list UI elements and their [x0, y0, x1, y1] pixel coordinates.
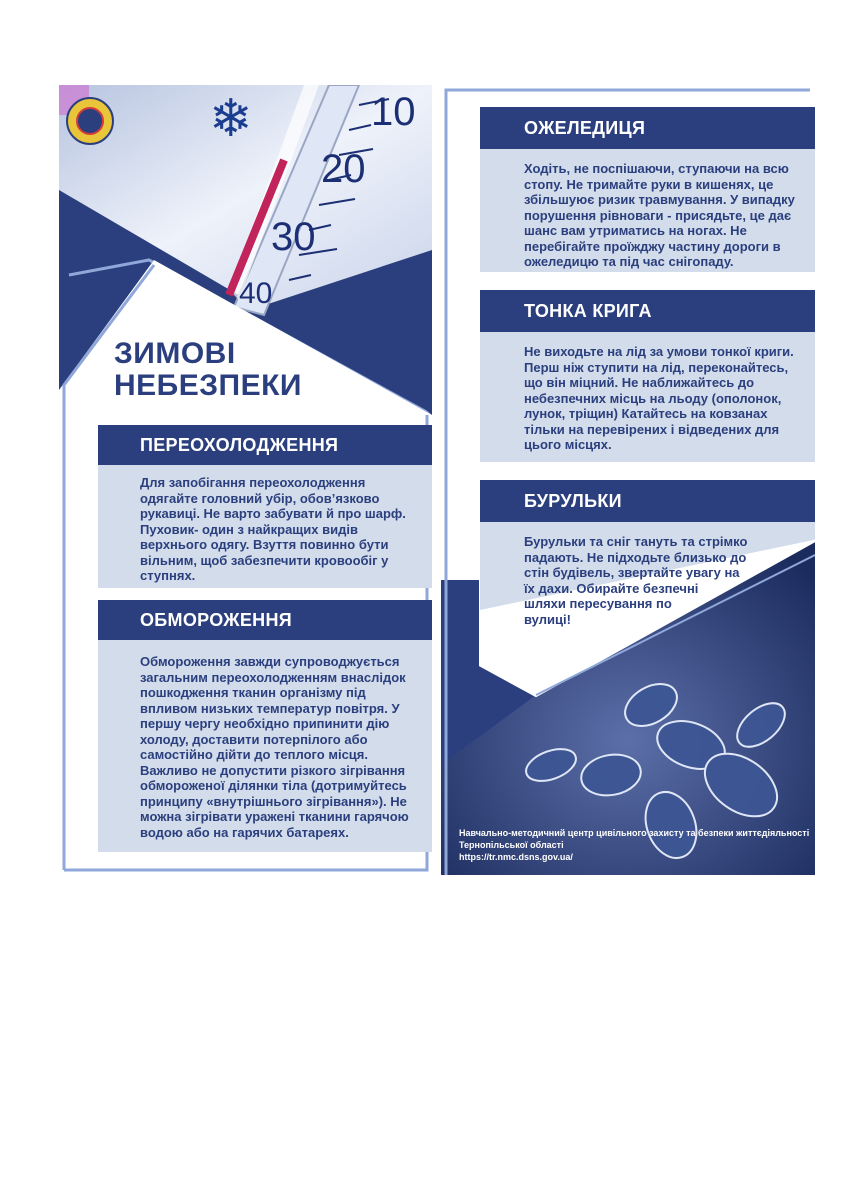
section-heading-frostbite: ОБМОРОЖЕННЯ	[98, 600, 432, 640]
section-text-frostbite: Обмороження завжди супроводжується загальним переохолодженням внаслідок пошкодження тканин організму під впливом низьких температур повітря. У першу чергу необхідно припинити дію холоду, доставити потерпілого або самостійно дійти до теплого місця. Важливо не допустити різкого зігрівання обмороженої ділянки тіла (дотримуйтесь принципу «внутрішнього зігрівання»). Не можна зігрівати уражені тканини гарячою водою або на гарячих батареях.	[98, 640, 432, 852]
section-text-thin-ice: Не виходьте на лід за умови тонкої криги. Перш ніж ступити на лід, переконайтесь, що він міцний. Не наближайтесь до небезпечних місць на льоду (ополонок, лунок, тріщин) Катайтесь на ковзанах тільки на перевірених і відведених для цього місцях.	[480, 332, 815, 462]
thermometer-number: 40	[239, 277, 273, 310]
thermometer-number: 30	[271, 215, 316, 259]
right-panel	[441, 85, 815, 875]
section-heading-thin-ice: ТОНКА КРИГА	[480, 290, 815, 332]
section-text-hypothermia: Для запобігання переохолодження одягайте головний убір, обов’язково рукавиці. Не варто забувати й про шарф. Пуховик- один з найкращих видів верхнього одягу. Взуття повинно бути вільним, щоб забезпечити кровообіг у ступнях.	[98, 465, 432, 588]
left-panel	[59, 85, 432, 875]
emblem-icon	[66, 97, 114, 145]
thermometer-number: 20	[321, 147, 366, 191]
section-heading-hypothermia: ПЕРЕОХОЛОДЖЕННЯ	[98, 425, 432, 465]
section-text-icicles: Бурульки та сніг тануть та стрімко падають. Не підходьте близько до стін будівель, звертайте увагу на їх дахи. Обирайте безпечні шляхи пересування по вулиці!	[524, 534, 748, 627]
thermometer-number: 10	[371, 90, 416, 134]
section-heading-icicles: БУРУЛЬКИ	[480, 480, 815, 522]
section-text-ice: Ходіть, не поспішаючи, ступаючи на всю стопу. Не тримайте руки в кишенях, це збільшуює ризик травмування. У випадку порушення рівноваги - присядьте, це дає шанс вам утриматись на ногах. Не перебігайте проїжджу частину дороги в ожеледицю та під час снігопаду.	[480, 149, 815, 272]
section-heading-ice: ОЖЕЛЕДИЦЯ	[480, 107, 815, 149]
footer-credit: Навчально-методичний центр цивільного захисту та безпеки життєдіяльності Тернопільської області https://tr.nmc.dsns.gov.ua/	[459, 828, 810, 862]
main-title: ЗИМОВІ НЕБЕЗПЕКИ	[114, 337, 302, 402]
snowflake-icon: ❄	[209, 90, 253, 148]
